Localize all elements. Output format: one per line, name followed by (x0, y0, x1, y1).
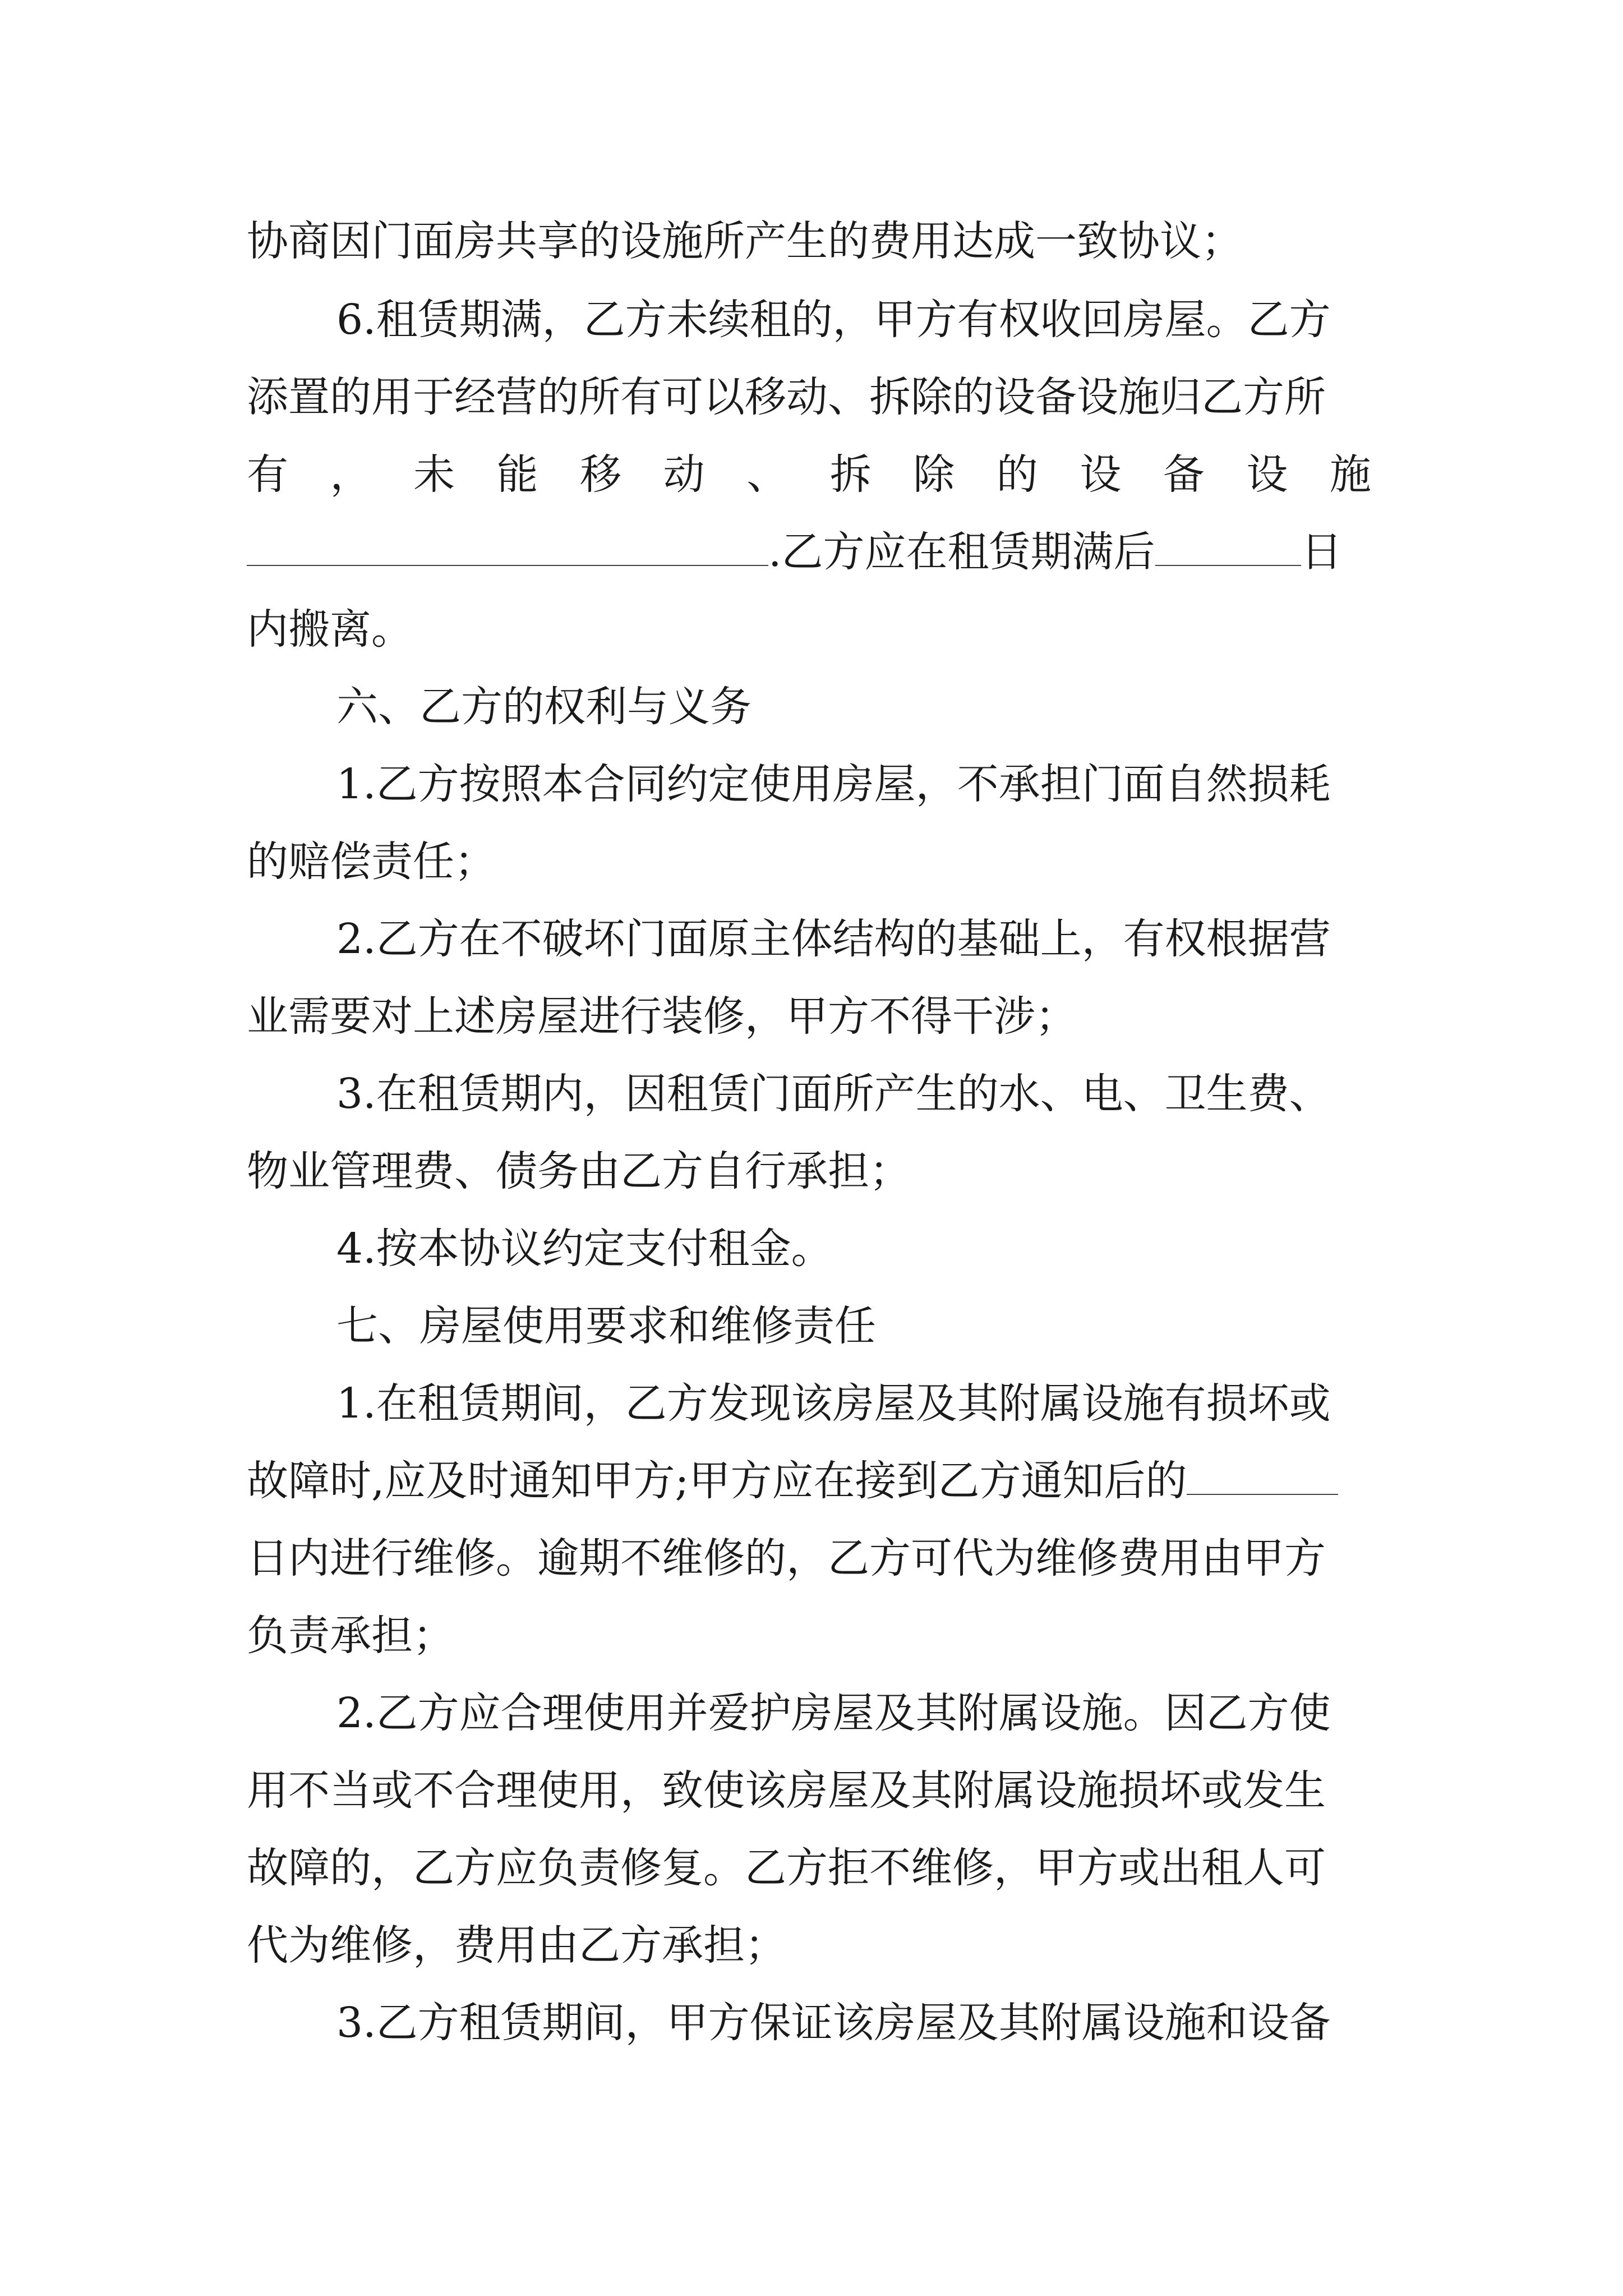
text-line: 负责承担； (247, 1612, 454, 1660)
text-line: 3.乙方租赁期间，甲方保证该房屋及其附属设施和设备 (336, 1999, 1331, 2047)
text-line: 3.在租赁期内，因租赁门面所产生的水、电、卫生费、 (336, 1070, 1331, 1118)
spaced-char: 、 (746, 450, 789, 499)
text-line: 日内进行维修。逾期不维修的，乙方可代为维修费用由甲方 (247, 1534, 1326, 1582)
section-heading: 七、房屋使用要求和维修责任 (336, 1302, 876, 1350)
spaced-char: 的 (996, 450, 1038, 499)
fill-in-blank[interactable] (1155, 523, 1301, 566)
text-line: 2.乙方应合理使用并爱护房屋及其附属设施。因乙方使 (336, 1689, 1331, 1737)
section-heading: 六、乙方的权利与义务 (336, 683, 751, 731)
spaced-char: 未 (413, 450, 455, 499)
text-fragment: .乙方应在租赁期满后 (768, 528, 1155, 576)
fill-in-blank[interactable] (1187, 1452, 1338, 1495)
spaced-char: 设 (1246, 450, 1288, 499)
spaced-text-line (247, 441, 1371, 508)
spaced-char: 移 (580, 450, 622, 499)
text-line: 4.按本协议约定支付租金。 (336, 1225, 833, 1273)
fill-in-blank[interactable] (247, 523, 768, 566)
text-fragment: 故障时,应及时通知甲方;甲方应在接到乙方通知后的 (247, 1457, 1187, 1505)
spaced-char: 动 (663, 450, 705, 499)
text-line: 代为维修，费用由乙方承担； (247, 1921, 786, 1970)
spaced-char: 除 (913, 450, 955, 499)
spaced-char: 拆 (829, 450, 872, 499)
text-line: 6.租赁期满，乙方未续租的，甲方有权收回房屋。乙方 (336, 296, 1331, 344)
spaced-char: ， (330, 450, 372, 499)
text-line: 2.乙方在不破坏门面原主体结构的基础上，有权根据营 (336, 915, 1331, 963)
spaced-char: 施 (1329, 450, 1371, 499)
text-line: 内搬离。 (247, 605, 413, 654)
text-line: 用不当或不合理使用，致使该房屋及其附属设施损坏或发生 (247, 1766, 1326, 1815)
spaced-char: 设 (1080, 450, 1122, 499)
text-line: 添置的用于经营的所有可以移动、拆除的设备设施归乙方所 (247, 373, 1326, 421)
text-line: 物业管理费、债务由乙方自行承担； (247, 1147, 911, 1195)
spaced-char: 能 (496, 450, 538, 499)
text-line: 的赔偿责任； (247, 838, 496, 886)
text-line-with-blank (247, 1447, 1338, 1515)
text-line: 协商因门面房共享的设施所产生的费用达成一致协议； (247, 217, 1243, 265)
text-fragment: 日 (1301, 528, 1343, 576)
text-line-with-blanks (247, 518, 1343, 586)
text-line: 故障的，乙方应负责修复。乙方拒不维修，甲方或出租人可 (247, 1844, 1326, 1892)
text-line: 1.乙方按照本合同约定使用房屋，不承担门面自然损耗 (336, 760, 1331, 808)
text-line: 1.在租赁期间，乙方发现该房屋及其附属设施有损坏或 (336, 1379, 1331, 1428)
text-line: 业需要对上述房屋进行装修，甲方不得干涉； (247, 992, 1077, 1041)
spaced-char: 备 (1163, 450, 1205, 499)
spaced-char: 有 (247, 450, 288, 499)
